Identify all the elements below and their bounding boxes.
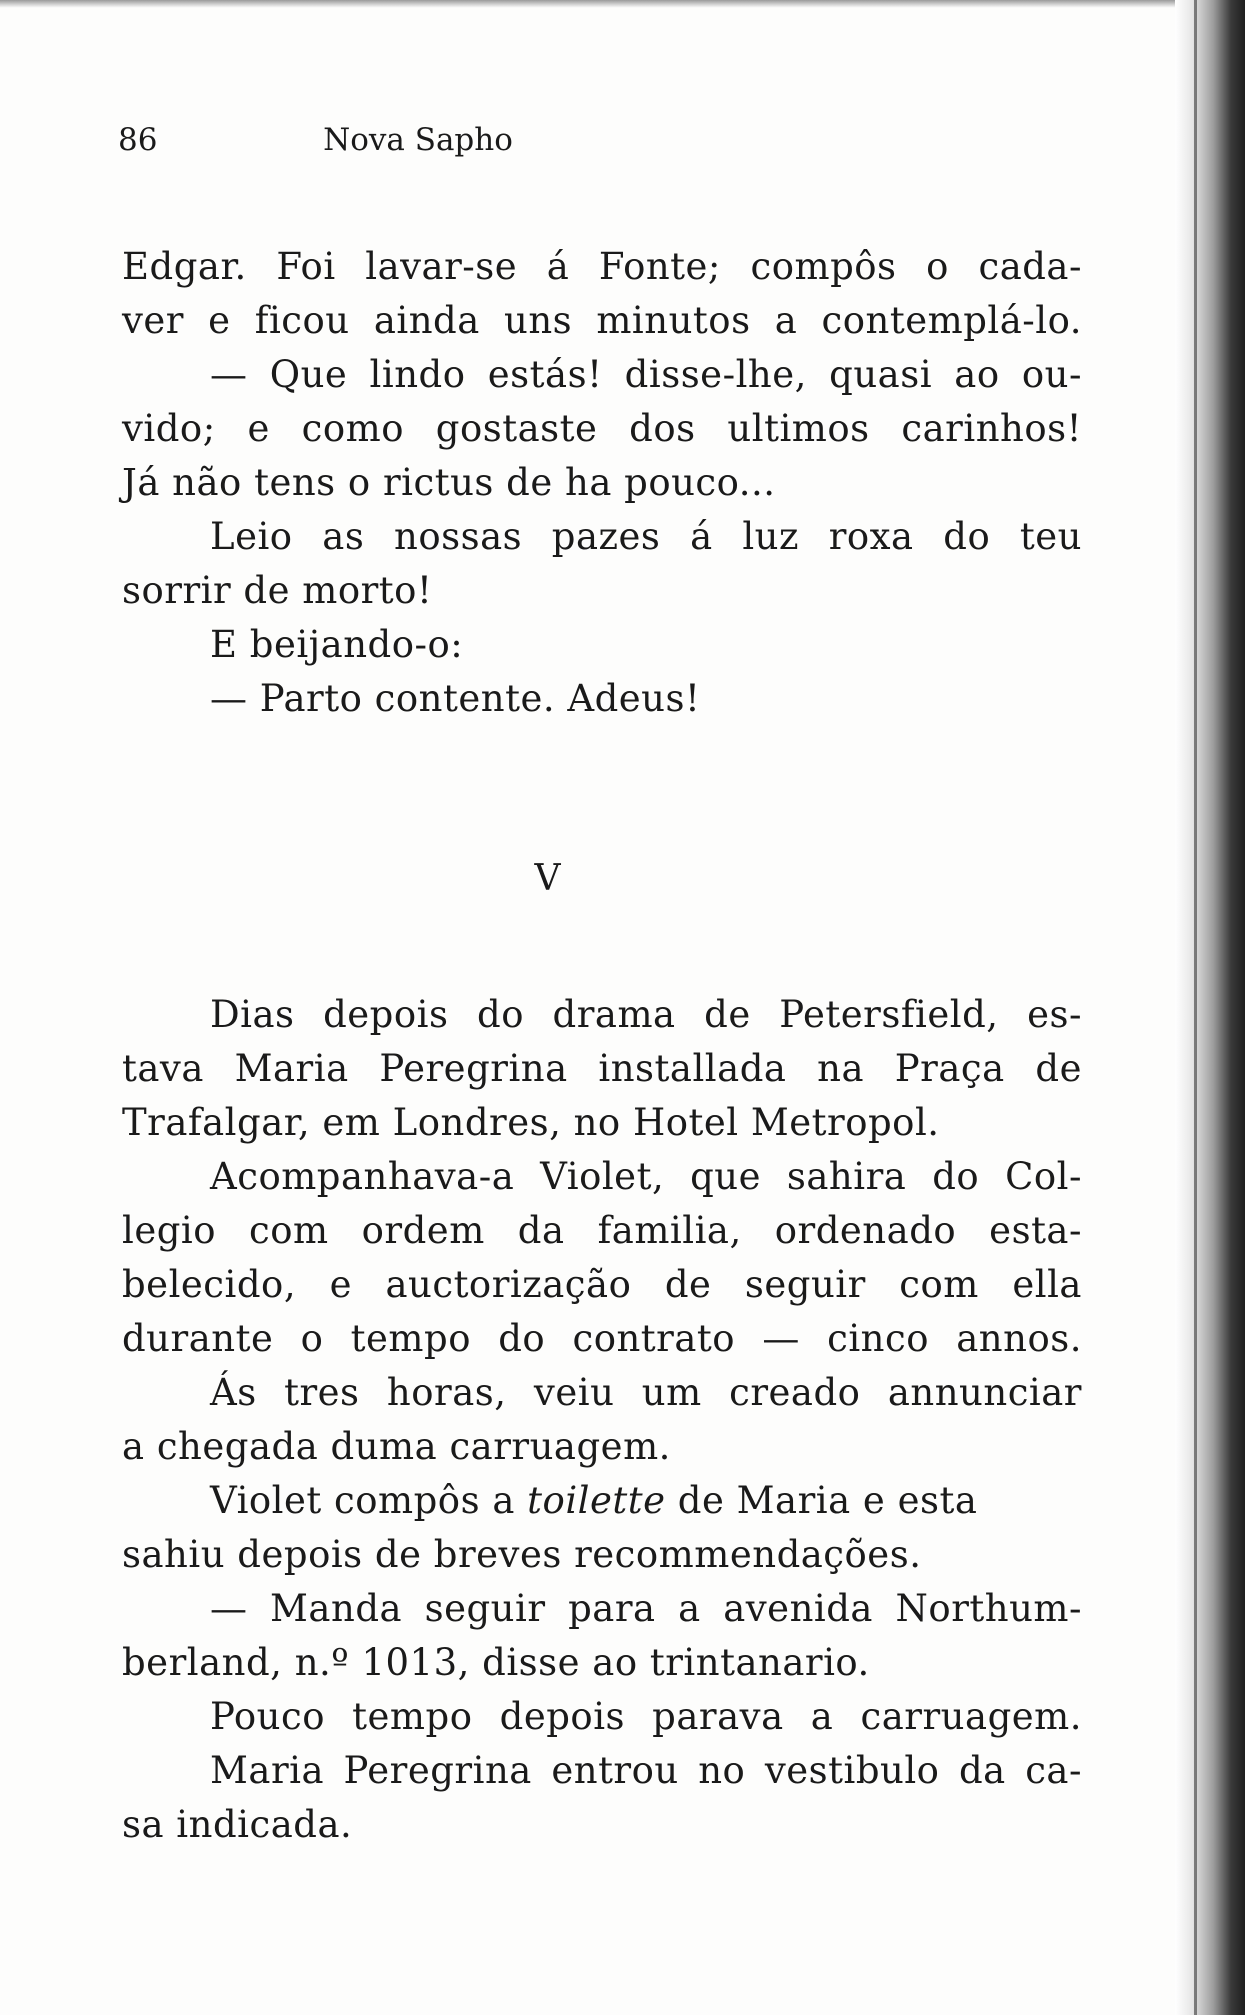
text-line: berland, n.º 1013, disse ao trintanario. xyxy=(122,1641,870,1684)
page-header xyxy=(118,122,1078,162)
text-line xyxy=(122,1474,1082,1528)
chapter-numeral: V xyxy=(534,858,561,899)
text-section-2 xyxy=(122,988,1082,1852)
text-line: sahiu depois de breves recommendações. xyxy=(122,1533,922,1576)
chapter-heading xyxy=(0,858,1245,899)
top-edge-shadow xyxy=(0,0,1245,8)
text-line: Maria Peregrina entrou no vestibulo da ca- xyxy=(210,1749,1082,1792)
text-line: a chegada duma carruagem. xyxy=(122,1425,671,1468)
text-line: Edgar. Foi lavar-se á Fonte; compôs o cada- xyxy=(122,245,1082,288)
italic-word: toilette xyxy=(527,1479,666,1522)
text-line: vido; e como gostaste dos ultimos carinhos! xyxy=(122,407,1082,450)
text-line: Ás tres horas, veiu um creado annunciar xyxy=(210,1371,1082,1414)
text-line: sa indicada. xyxy=(122,1803,353,1846)
text-line: Pouco tempo depois parava a carruagem. xyxy=(210,1695,1082,1738)
text-line: legio com ordem da familia, ordenado esta- xyxy=(122,1209,1082,1252)
text-line: Trafalgar, em Londres, no Hotel Metropol. xyxy=(122,1101,940,1144)
text-line: — Manda seguir para a avenida Northum- xyxy=(210,1587,1082,1630)
text-line: — Que lindo estás! disse-lhe, quasi ao ou- xyxy=(210,353,1082,396)
page-number: 86 xyxy=(118,122,158,158)
text-fragment: Violet compôs a xyxy=(210,1479,515,1522)
text-line: Leio as nossas pazes á luz roxa do teu xyxy=(210,515,1082,558)
running-title: Nova Sapho xyxy=(323,122,513,158)
text-fragment: de Maria e esta xyxy=(677,1479,978,1522)
spine-shadow xyxy=(1175,0,1245,2015)
text-line: Já não tens o rictus de ha pouco... xyxy=(122,461,776,504)
text-line: ver e ficou ainda uns minutos a contemplá-lo. xyxy=(122,299,1082,342)
text-line: sorrir de morto! xyxy=(122,569,433,612)
text-line: tava Maria Peregrina installada na Praça de xyxy=(122,1047,1082,1090)
text-line: — Parto contente. Adeus! xyxy=(210,677,701,720)
text-section-1 xyxy=(122,240,1082,726)
text-line: durante o tempo do contrato — cinco annos. xyxy=(122,1317,1082,1360)
text-line: Dias depois do drama de Petersfield, es- xyxy=(210,993,1082,1036)
text-line: E beijando-o: xyxy=(210,623,464,666)
text-line: Acompanhava-a Violet, que sahira do Col- xyxy=(210,1155,1082,1198)
text-line: belecido, e auctorização de seguir com ella xyxy=(122,1263,1082,1306)
spine-edge xyxy=(1194,0,1197,2015)
